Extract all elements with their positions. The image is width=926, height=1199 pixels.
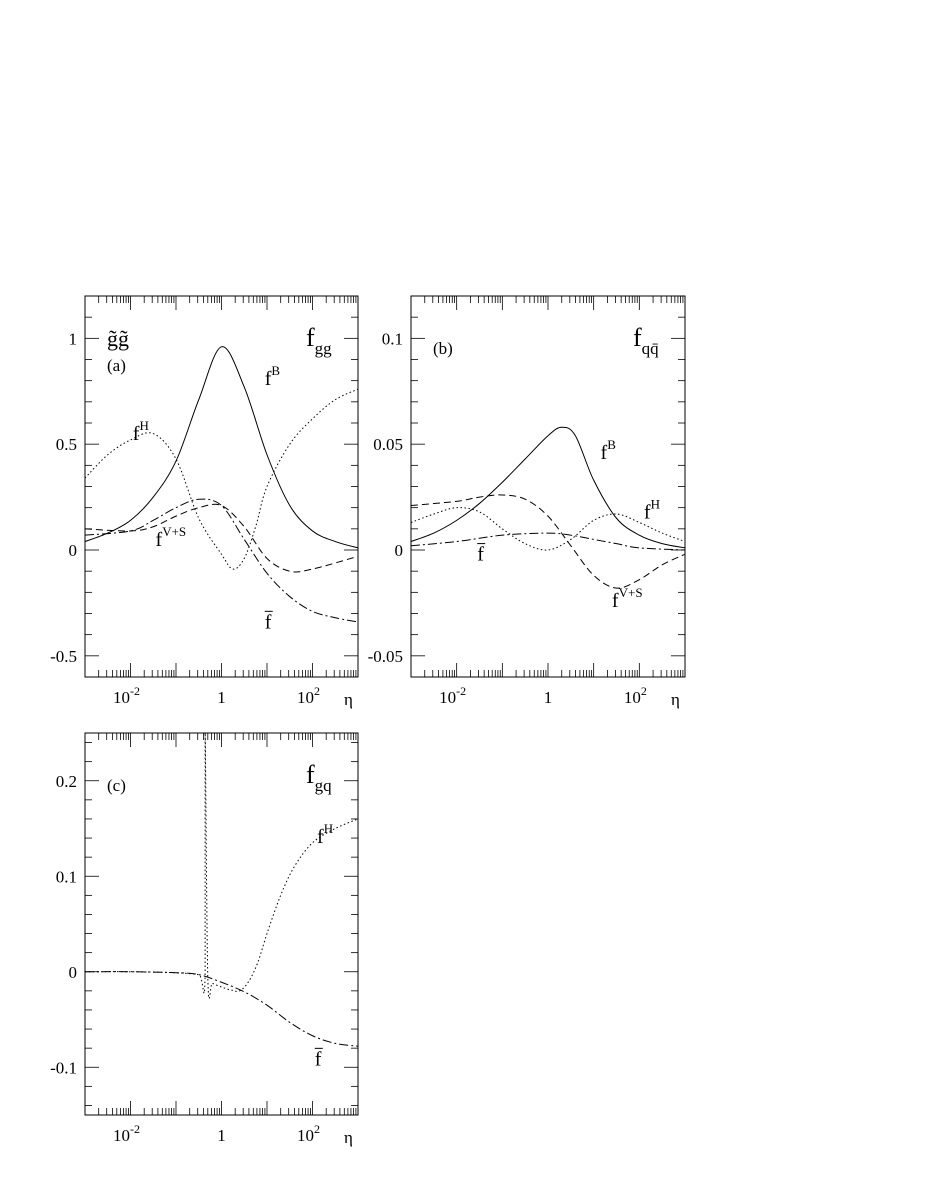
- x-axis-label: η: [344, 690, 353, 709]
- function-label: $f_{gg}$: [306, 323, 332, 358]
- panel-label: (c): [107, 776, 126, 795]
- x-tick-label: $10^{-2}$: [113, 1122, 140, 1145]
- x-tick-label: $10^{-2}$: [113, 684, 140, 707]
- x-tick-label: $10^2$: [297, 1122, 320, 1145]
- curve-label: $f^H$: [643, 496, 660, 524]
- y-tick-label: 0: [394, 541, 403, 560]
- x-tick-label: $10^{-2}$: [439, 684, 467, 707]
- series-line-solid: [411, 427, 685, 548]
- series-line-dotted: [85, 733, 358, 999]
- x-tick-label: 1: [217, 1126, 226, 1145]
- x-axis-label: η: [344, 1128, 353, 1147]
- curve-label: $f^{V+S}$: [611, 585, 643, 613]
- panel-label: (b): [433, 339, 453, 358]
- function-label: $f_{gq}$: [306, 760, 332, 795]
- y-tick-label: 0.05: [373, 435, 403, 455]
- x-tick-label: 1: [543, 688, 553, 707]
- curve-label: $f^H$: [317, 820, 334, 848]
- panel-label: (a): [107, 356, 126, 375]
- curve-label: $f^B$: [264, 362, 281, 390]
- series-line-dashed: [85, 504, 358, 572]
- y-tick-label: -0.1: [50, 1058, 77, 1078]
- y-tick-label: 0.1: [381, 329, 403, 349]
- curve-label: $f^H$: [132, 417, 149, 445]
- x-tick-label: 1: [217, 688, 226, 707]
- series-line-dotted: [85, 389, 358, 569]
- y-tick-label: -0.05: [367, 646, 403, 666]
- y-tick-label: 0.5: [55, 435, 77, 455]
- series-line-dashdot: [411, 533, 685, 550]
- y-tick-label: 0.2: [55, 771, 77, 791]
- series-line-solid: [85, 347, 358, 548]
- curve-label: $f^B$: [600, 436, 616, 464]
- y-tick-label: 0.1: [55, 867, 77, 887]
- y-tick-label: -0.5: [50, 646, 77, 666]
- y-tick-label: 1: [68, 329, 77, 349]
- panel-a: [50, 296, 358, 709]
- x-tick-label: $10^2$: [297, 684, 320, 707]
- curve-label: $f^{V+S}$: [155, 523, 187, 551]
- y-tick-label: 0: [68, 962, 77, 982]
- function-label: $f_{qq̄}$: [633, 323, 659, 358]
- x-axis-label: η: [671, 690, 680, 709]
- curve-label: f: [264, 611, 272, 634]
- series-line-dashdot: [85, 972, 358, 1047]
- panel-b: [368, 296, 685, 709]
- x-tick-label: $10^2$: [623, 684, 647, 707]
- process-label: g̃g̃: [107, 326, 129, 351]
- curve-label: f: [477, 543, 484, 566]
- y-tick-label: 0: [68, 541, 77, 560]
- series-line-dashdot: [85, 499, 358, 622]
- curve-label: f: [314, 1048, 322, 1071]
- panel-c: [50, 733, 358, 1147]
